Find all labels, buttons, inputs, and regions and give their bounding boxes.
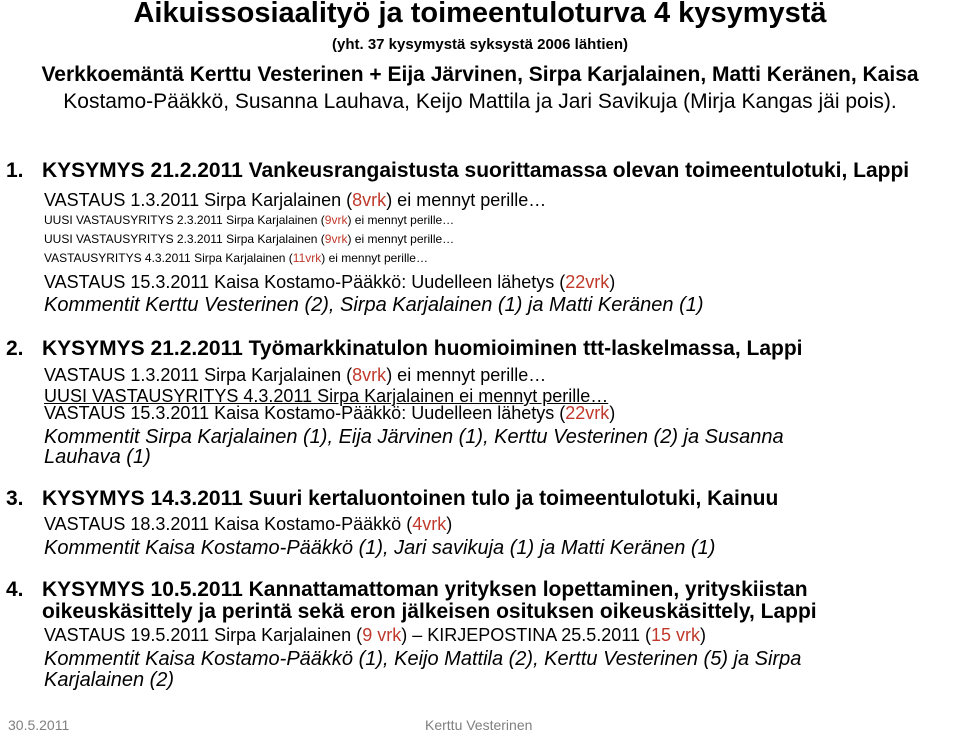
q2-answer-3 [44, 402, 615, 424]
days-badge: 8vrk [352, 190, 387, 210]
text: ) – KIRJEPOSTINA 25.5.2011 ( [401, 625, 651, 645]
text: VASTAUS 19.5.2011 Sirpa Karjalainen ( [44, 625, 363, 645]
text: VASTAUS 1.3.2011 Sirpa Karjalainen ( [44, 365, 353, 385]
question-1-heading [6, 158, 909, 184]
days-badge: 22vrk [565, 272, 610, 292]
q1-answer-4 [44, 250, 428, 266]
subtitle: (yht. 37 kysymystä syksystä 2006 lähtien) [331, 36, 628, 53]
text: UUSI VASTAUSYRITYS 2.3.2011 Sirpa Karjalainen ( [44, 232, 325, 246]
q4-answer-1 [44, 624, 706, 646]
q1-comment: Kommentit Kerttu Vesterinen (2), Sirpa Karjalainen (1) ja Matti Keränen (1) [44, 294, 704, 316]
hosts-line-1: Verkkoemäntä Kerttu Vesterinen + Eija Järvinen, Sirpa Karjalainen, Matti Keränen, Kaisa [41, 63, 919, 86]
footer-date: 30.5.2011 [8, 717, 70, 733]
text: VASTAUSYRITYS 4.3.2011 Sirpa Karjalainen ( [44, 251, 293, 265]
text: VASTAUS 18.3.2011 Kaisa Kostamo-Pääkkö ( [44, 514, 413, 534]
q2-comment-2: Lauhava (1) [44, 446, 151, 468]
q4-comment-1: Kommentit Kaisa Kostamo-Pääkkö (1), Keijo Mattila (2), Kerttu Vesterinen (5) ja Sirpa [44, 648, 802, 670]
text: ) ei mennyt perille… [386, 365, 547, 385]
question-title: KYSYMYS 21.2.2011 Työmarkkinatulon huomioiminen ttt-laskelmassa, Lappi [42, 337, 803, 360]
days-badge: 9 vrk [362, 625, 402, 645]
q1-answer-2 [44, 212, 454, 228]
text: VASTAUS 1.3.2011 Sirpa Karjalainen ( [44, 190, 353, 210]
question-title: oikeuskäsittely ja perintä sekä eron jälkeisen osituksen oikeuskäsittely, Lappi [42, 600, 817, 623]
text: ) ei mennyt perille… [386, 190, 547, 210]
page-title: Aikuissosiaalityö ja toimeentuloturva 4 kysymystä [133, 0, 827, 29]
question-number: 4. [6, 578, 24, 601]
days-badge: 8vrk [352, 365, 387, 385]
footer-author: Kerttu Vesterinen [425, 717, 533, 733]
question-number: 3. [6, 487, 24, 510]
text: ) [446, 514, 453, 534]
q2-comment-1: Kommentit Sirpa Karjalainen (1), Eija Järvinen (1), Kerttu Vesterinen (2) ja Susanna [44, 426, 784, 448]
question-title: KYSYMYS 21.2.2011 Vankeusrangaistusta suorittamassa olevan toimeentulotuki, Lappi [42, 159, 910, 182]
q3-answer-1 [44, 513, 452, 535]
text: ) [609, 403, 616, 423]
text: VASTAUS 15.3.2011 Kaisa Kostamo-Pääkkö: Uudelleen lähetys ( [44, 403, 566, 423]
text: ) ei mennyt perille… [347, 232, 455, 246]
question-title: KYSYMYS 14.3.2011 Suuri kertaluontoinen tulo ja toimeentulotuki, Kainuu [42, 487, 779, 510]
text: ) ei mennyt perille… [321, 251, 428, 265]
text: ) ei mennyt perille… [347, 213, 455, 227]
text: VASTAUS 15.3.2011 Kaisa Kostamo-Pääkkö: Uudelleen lähetys ( [44, 272, 566, 292]
q2-answer-1 [44, 364, 546, 386]
question-title: KYSYMYS 10.5.2011 Kannattamattoman yrityksen lopettaminen, yrityskiistan [42, 578, 808, 601]
days-badge: 15 vrk [650, 625, 701, 645]
question-3-heading [6, 486, 778, 512]
text: ) [609, 272, 616, 292]
days-badge: 9vrk [324, 213, 348, 227]
q4-comment-2: Karjalainen (2) [44, 669, 175, 691]
days-badge: 4vrk [412, 514, 447, 534]
days-badge: 9vrk [324, 232, 348, 246]
text: UUSI VASTAUSYRITYS 2.3.2011 Sirpa Karjalainen ( [44, 213, 325, 227]
days-badge: 11vrk [292, 251, 322, 265]
text: ) [700, 625, 707, 645]
q2-answer-2: UUSI VASTAUSYRITYS 4.3.2011 Sirpa Karjalainen ei mennyt perille… [44, 386, 609, 406]
q3-comment: Kommentit Kaisa Kostamo-Pääkkö (1), Jari savikuja (1) ja Matti Keränen (1) [44, 537, 716, 559]
q1-answer-5 [44, 271, 615, 293]
hosts-line-2: Kostamo-Pääkkö, Susanna Lauhava, Keijo Mattila ja Jari Savikuja (Mirja Kangas jäi pois). [63, 90, 897, 113]
question-number: 1. [6, 159, 24, 182]
question-number: 2. [6, 337, 24, 360]
q1-answer-3 [44, 231, 454, 247]
question-4-heading-line-2 [6, 599, 817, 625]
days-badge: 22vrk [565, 403, 610, 423]
q1-answer-1 [44, 189, 546, 211]
question-2-heading [6, 336, 803, 362]
